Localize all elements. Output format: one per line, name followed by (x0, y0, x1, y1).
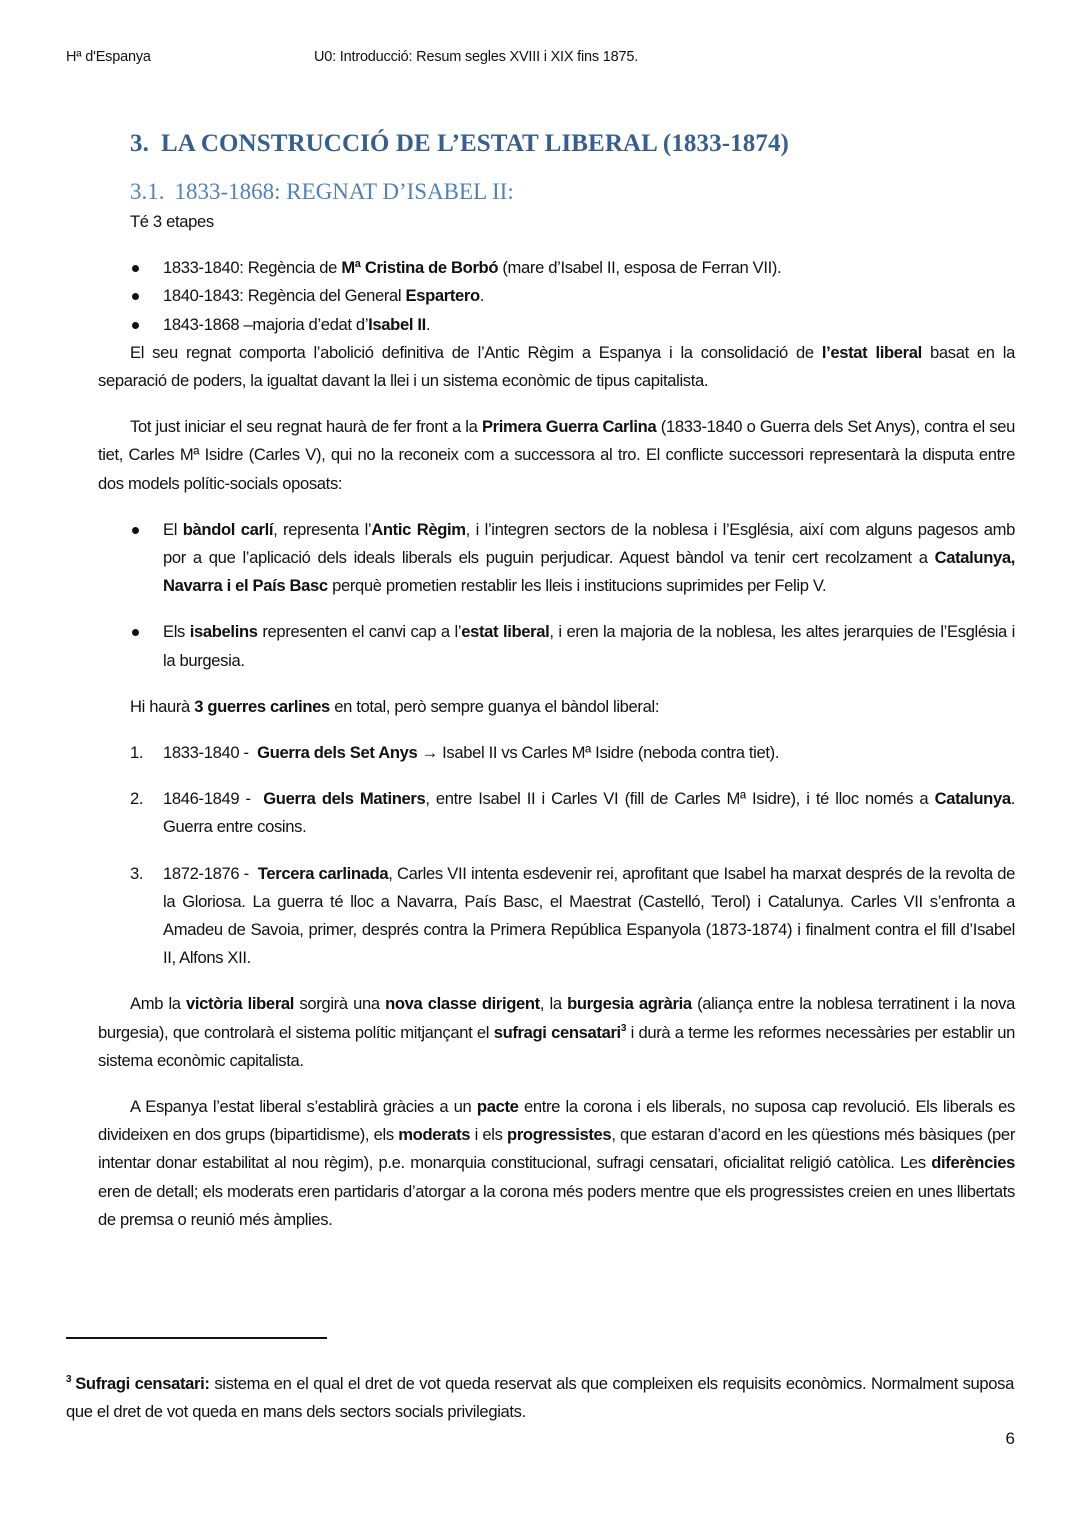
footnote-number: 3 (66, 1374, 72, 1385)
footnote-reference[interactable]: 3 (620, 1022, 627, 1034)
page-number: 6 (1005, 1429, 1015, 1448)
footnote-term: Sufragi censatari: (75, 1374, 210, 1393)
list-number: 1. (130, 743, 144, 763)
list-item: El bàndol carlí, representa l’Antic Règim, i l’integren sectors de la noblesa i l’Església, així com alguns pagesos amb por a que l’aplicació dels ideals liberals els puguin perjudicar. Aquest bàndol va tenir cert recolzament a Catalunya, Navarra i el País Basc perquè prometien restablir les lleis i institucions suprimides per Felip V. (98, 516, 1015, 601)
bullet-icon (132, 293, 139, 300)
section-number: 3. (130, 130, 149, 157)
paragraph: A Espanya l’estat liberal s’establirà gràcies a un pacte entre la corona i els liberals, no suposa cap revolució. Els liberals es divideixen en dos grups (bipartidisme), els moderats i els progressistes, que estaran d’acord en les qüestions més bàsiques (per intentar donar estabilitat al nou règim), p.e. monarquia constitucional, sufragi censatari, oficialitat religió catòlica. Les diferències eren de detall; els moderats eren partidaris d’atorgar a la corona més poders mentre que els progressistes creien en unes llibertats de premsa o reunió més àmplies. (98, 1097, 1015, 1229)
list-item: Els isabelins representen el canvi cap a l’estat liberal, i eren la majoria de la noblesa, les altes jerarquies de l’Església i la burgesia. (98, 618, 1015, 674)
header-subject: Hª d'Espanya (66, 49, 151, 65)
document-body (98, 126, 1015, 1234)
section-heading (130, 126, 1015, 162)
paragraph: Tot just iniciar el seu regnat haurà de fer front a la Primera Guerra Carlina (1833-1840 o Guerra dels Set Anys), contra el seu tiet, Carles Mª Isidre (Carles V), qui no la reconeix com a successora al tro. El conflicte successori representarà la disputa entre dos models polític-socials oposats: (98, 417, 1016, 493)
bullet-icon (132, 322, 139, 329)
paragraph: Amb la victòria liberal sorgirà una nova classe dirigent, la burgesia agrària (aliança entre la noblesa terratinent i la nova burgesia), que controlarà el sistema polític mitjançant el sufragi censatari$^3$ i durà a terme les reformes necessàries per establir un sistema econòmic capitalista. (98, 994, 1016, 1070)
page-header (0, 49, 1080, 71)
footnote (66, 1370, 1014, 1426)
subsection-heading (130, 176, 1015, 208)
stages-list (98, 254, 1015, 339)
paragraph: Hi haurà 3 guerres carlines en total, però sempre guanya el bàndol liberal: (130, 696, 660, 716)
list-number: 2. (130, 789, 144, 809)
wars-list (98, 739, 1015, 972)
bullet-icon (132, 527, 139, 534)
paragraph: El seu regnat comporta l’abolició definitiva de l’Antic Règim a Espanya i la consolidació de l’estat liberal basat en la separació de poders, la igualtat davant la llei i un sistema econòmic de tipus capitalista. (98, 342, 1015, 391)
bullet-icon (132, 629, 139, 636)
list-item: 3. 1872-1876 - Tercera carlinada, Carles VII intenta esdevenir rei, aprofitant que Isabel ha marxat després de la revolta de la Gloriosa. La guerra té lloc a Navarra, País Basc, el Maestrat (Castelló, Terol) i Catalunya. Carles VII s’enfronta a Amadeu de Savoia, primer, després contra la Primera República Espanyola (1873-1874) i finalment contra el fill d’Isabel II, Alfons XII. (98, 860, 1015, 973)
footnote-text: sistema en el qual el dret de vot queda reservat als que compleixen els requisits econòmics. Normalment suposa que el dret de vot queda en mans dels sectors socials privilegiats. (66, 1374, 1015, 1422)
list-item: 1. 1833-1840 - Guerra dels Set Anys → Isabel II vs Carles Mª Isidre (neboda contra tiet). (98, 739, 1015, 767)
footnote-separator (66, 1337, 327, 1339)
factions-list (98, 516, 1015, 675)
section-title: LA CONSTRUCCIÓ DE L’ESTAT LIBERAL (1833-1874) (160, 130, 789, 157)
subsection-title: 1833-1868: REGNAT D’ISABEL II: (174, 179, 514, 204)
list-number: 3. (130, 863, 144, 883)
list-item: 1843-1868 –majoria d’edat d’Isabel II. (98, 311, 1015, 339)
list-item: 1833-1840: Regència de Mª Cristina de Borbó (mare d’Isabel II, esposa de Ferran VII). (98, 254, 1015, 282)
subsection-number: 3.1. (130, 179, 165, 204)
header-unit-title: U0: Introducció: Resum segles XVIII i XIX fins 1875. (314, 49, 639, 65)
list-item: 2. 1846-1849 - Guerra dels Matiners, entre Isabel II i Carles VI (fill de Carles Mª Isidre), i té lloc només a Catalunya. Guerra entre cosins. (98, 785, 1015, 841)
list-item: 1840-1843: Regència del General Espartero. (98, 282, 1015, 310)
bullet-icon (132, 265, 139, 272)
intro-text: Té 3 etapes (130, 212, 214, 231)
